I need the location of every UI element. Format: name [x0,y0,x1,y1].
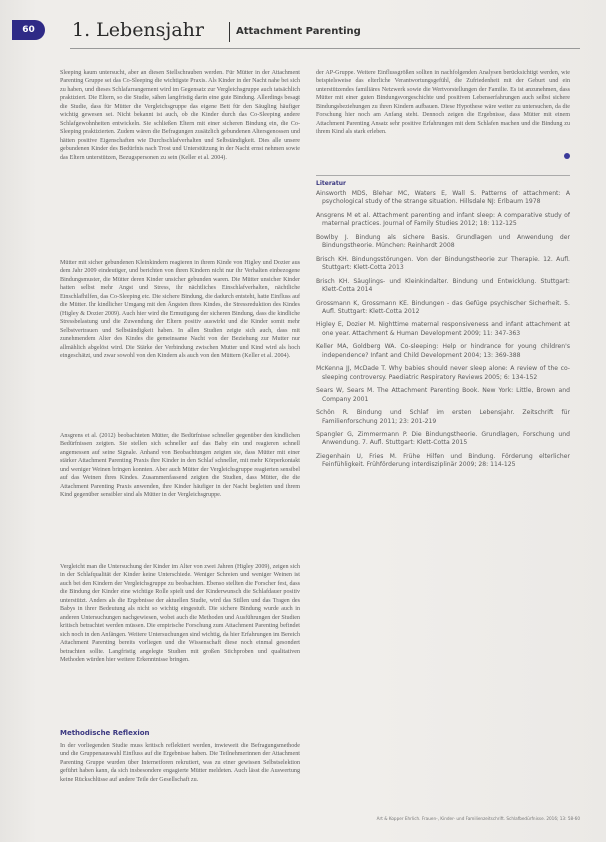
section-heading: Methodische Reflexion [60,729,150,737]
reference-item: McKenna JJ, McDade T. Why babies should never sleep alone: A review of the co-sleeping controversy. Paediatric Respiratory Reviews 2005; 6: 134-152 [316,365,570,381]
chapter-title: 1. Lebensjahr [72,19,204,41]
page-number-badge [12,20,45,40]
header-rule [70,48,580,49]
title-separator [229,22,230,42]
body-paragraph: Vergleicht man die Untersuchung der Kinder im Alter von zwei Jahren (Higley 2009), zeigen sich in der Schlafqualität der Kinder keine Unterschiede. Weniger Schreien und weniger Weinen ist auch bei den Kindern der Vergleichsgruppe zu beobachten. Ebenso stellten die Forscher fest, dass die Bindung der Kinder eine wichtige Rolle spielt und der Kinderwunsch die Schlafdauer positiv unterstützt. Anders als die Ergebnisse der aktuellen Studie, wird das Stillen und das Tragen des Babys in ihrer Bedeutung als nicht so wichtig eingestuft. Die sichere Bindung wurde auch in anderen Untersuchungen nachgewiesen, wobei auch die Methoden und Ausführungen der Studien kritisch betrachtet werden müssen. Die empirische Forschung zum Attachment Parenting befindet sich noch in den Anfängen. Weitere Untersuchungen sind wichtig, da hier Erfahrungen im Bereich Attachment Parenting bereits vorliegen und die Wissenschaft diese noch einmal gesondert betrachten sollte. Langfristig angelegte Studien mit großen Stichproben und qualitativen Methoden würden hier weitere Erkenntnisse bringen. [60,564,300,663]
reference-item: Brisch KH. Säuglings- und Kleinkindalter. Bindung und Entwicklung. Stuttgart: Klett-Cotta 2014 [316,277,570,294]
reference-item: Sears W, Sears M. The Attachment Parenting Book. New York: Little, Brown and Company 2001 [316,387,570,403]
chapter-subtitle: Attachment Parenting [236,26,361,37]
reference-item: Bowlby J. Bindung als sichere Basis. Grundlagen und Anwendung der Bindungstheorie. München: Reinhardt 2008 [316,233,570,250]
end-of-article-icon [564,153,570,159]
reference-item: Keller MA, Goldberg WA. Co-sleeping: Help or hindrance for young children's independence? Infant and Child Development 2004; 13: 369-388 [316,343,570,359]
literature-heading: Literatur [316,180,346,187]
reference-item: Ansgrens M et al. Attachment parenting and infant sleep: A comparative study of maternal practices. Journal of Family Studies 2012; 18: 112-125 [316,211,570,228]
reference-item: Higley E, Dozier M. Nighttime maternal responsiveness and infant attachment at one year. Attachment & Human Development 2009; 11: 347-363 [316,321,570,337]
reference-item: Ainsworth MDS, Blehar MC, Waters E, Wall S. Patterns of attachment: A psychological study of the strange situation. Hillsdale NJ: Erlbaum 1978 [316,190,570,206]
reference-item: Schön R. Bindung und Schlaf im ersten Lebensjahr. Zeitschrift für Familienforschung 2011; 23: 201-219 [316,409,570,425]
body-paragraph: Mütter mit sicher gebundenen Kleinkindern reagieren in ihrem Kinde von Higley und Dozier aus dem Jahr 2009 eindeutiger, und berichten von ihren Kindern nicht nur ihr Verhalten einbezogene Bindungsmuster, die Mütter deren Kinder unsicher gebunden waren. Die Mütter unsicher Kinder hatten selbst mehr Angst und Stress, ihr nächtliches Einschlafverhalten, nächtliche Einschlafhilfen, das Co-Sleeping etc. Die sichere Bindung, die dadurch entsteht, hatte Einfluss auf die Mütter. Ihr kindlicher Umgang mit den Ängsten ihres Kindes, die Stressreduktion des Kindes (Higley & Dozier 2009). Auch hier wird die Ermutigung der sicheren Bindung, dass die kindliche Stressbelastung und die Zuwendung der Eltern positiv auswirkt und die Kinder somit mehr Selbstvertrauen und Selbständigkeit haben. In allen Studien zeigte sich auch, dass mit zunehmendem Alter des Kindes die gemeinsame Nacht von der Beziehung zur Mutter nur allmählich abgelöst wird. Die Stärke der Verbindung zwischen Mutter und Kind wird als hoch eingeschätzt, und zwar sowohl von den Kindern als auch von den Müttern (Keller et al. 2004). [60,260,300,359]
body-paragraph: Ansgrens et al. (2012) beobachteten Mütter, die Bedürfnisse schneller gegenüber den kindlichen Bedürfnissen zeigten. Sie stellen sich schneller auf das Baby ein und reagieren schnell angemessen auf seine Signale. Anhand von Beobachtungen zeigten sie, dass Mütter mit einer stärker Attachment Parenting Praxis ihre Kinder in den Schlaf schneller, mit mehr Körperkontakt und weniger Weinen bringen konnten. Aber auch Mütter der Vergleichsgruppe reagierten sensibel auf das Weinen ihres Kindes. Zusammenfassend zeigten die Studien, dass Mütter, die die Attachment Parenting Praxis anwenden, ihre Kinder häufiger in der Nacht begleiten und ihrem Kind gegenüber sensibler sind als Mütter in der Vergleichsgruppe. [60,433,300,499]
reference-item: Brisch KH. Bindungsstörungen. Von der Bindungstheorie zur Therapie. 12. Aufl. Stuttgart: Klett-Cotta 2013 [316,255,570,272]
body-paragraph: In der vorliegenden Studie muss kritisch reflektiert werden, inwieweit die Befragungsmethode und die Gruppenauswahl Einfluss auf die Ergebnisse haben. Die Teilnehmerinnen der Attachment Parenting Gruppe wurden über Internetforen rekrutiert, was zu einer gewissen Selbstselektion geführt haben kann, da sich insbesondere engagierte Mütter meldeten. Auch lässt die Auswertung keine Rückschlüsse auf andere Teile der Gesellschaft zu. [60,743,300,783]
page-number: 60 [22,25,35,35]
reference-item: Spangler G, Zimmermann P. Die Bindungstheorie. Grundlagen, Forschung und Anwendung. 7. Aufl. Stuttgart: Klett-Cotta 2015 [316,430,570,447]
left-column [60,69,300,807]
reference-item: Ziegenhain U, Fries M. Frühe Hilfen und Bindung. Förderung elterlicher Feinfühligkeit. Frühförderung interdisziplinär 2009; 28: 114-125 [316,452,570,469]
right-column [316,69,570,475]
literature-rule [316,175,570,176]
body-paragraph: der AP-Gruppe. Weitere Einflussgrößen sollten in nachfolgenden Analysen berücksichtigt werden, wie beispielsweise das elterliche Verantwortungsgefühl, die Zufriedenheit mit der Geburt und ein unterstützendes familiäres Netzwerk sowie die Wertvorstellungen der Familie. Es ist anzunehmen, dass Mütter mit einer guten Bindungsvorgeschichte und positiven Lebenserfahrungen auch selbst sichere Bindungsbeziehungen zu ihren Kindern aufbauen. Diese Hypothese wäre weiter zu untersuchen, da die Forschung hier noch am Anfang steht. Dennoch zeigen die Ergebnisse, dass Mütter mit einem Attachment Parenting Ansatz sehr positive Erfahrungen mit dem Schlafen machen und die Bindung zu ihrem Kind als stark erleben. [316,70,570,136]
reference-item: Grossmann K, Grossmann KE. Bindungen - das Gefüge psychischer Sicherheit. 5. Aufl. Stuttgart: Klett-Cotta 2012 [316,299,570,315]
page-footer: Art & Kopper Ehrlich. Frauen-, Kinder- und Familienzeitschrift. Schlafbedürfnisse. 2016; 13: 58-60 [376,816,580,821]
body-paragraph: Sleeping kaum untersucht, aber an diesen Stellschrauben werden. Für Mütter in der Attachment Parenting Gruppe sei das Co-Sleeping die wichtigste Praxis. Als Kinder in der Nacht nahe bei sich zu haben, und dieses Schlafarrangement wird im Gegensatz zur Vergleichsgruppe auch tatsächlich praktiziert. Die Eltern, so die Studie, sähen langfristig darin eine gute Bindung. Allerdings besagt die Studie, dass für Mütter die Vergleichsgruppe das eigene Bett für den Säugling häufiger wichtig gewesen sei. Nicht bekannt ist auch, ob die Kinder durch das Co-Sleeping andere Schlafgewohnheiten entwickeln. Sie schließen Eltern mit einer sicheren Bindung ein, die Co-Sleeping praktizierten. Zudem wären die Befragungen zusätzlich gebundenen Altersgenossen und hätten positive Eigenschaften wie Durchschlafverhalten und Selbständigkeit. Dies alle unsere gebundenen Kinder des Bedürfnis nach Trost und Unterstützung in der Nacht ernst nehmen sowie das Eltern unterstützen, Bezugspersonen zu sein (Keller et al. 2004). [60,70,300,161]
